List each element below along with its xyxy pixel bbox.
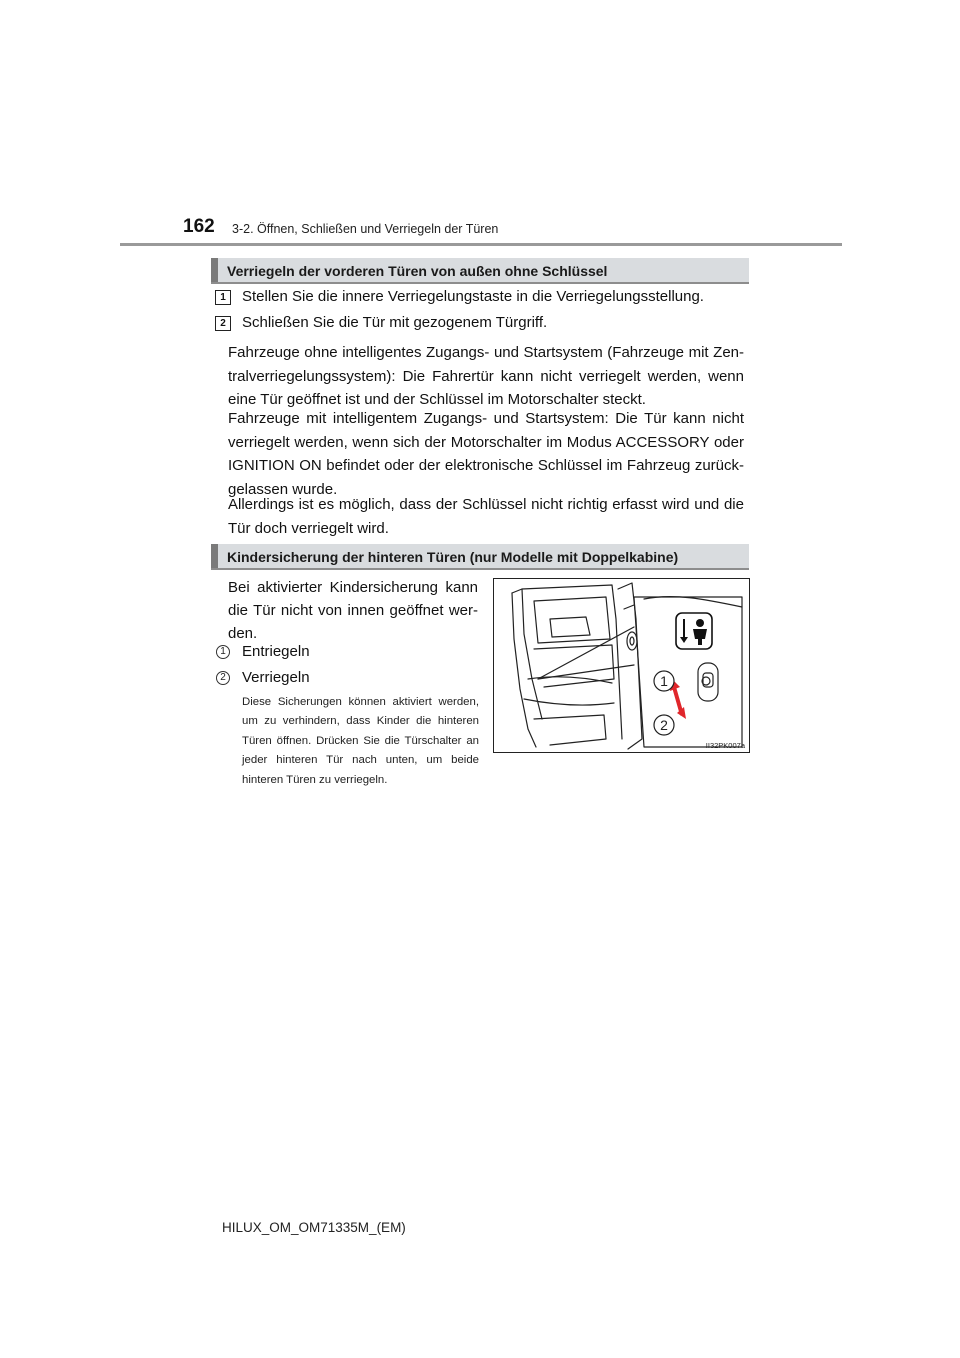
step-number-2: 2 [215,316,231,331]
section-heading-lock-without-key [211,258,749,284]
section-heading-accent [211,544,218,568]
page-number: 162 [183,216,215,237]
step-number-1: 1 [215,290,231,305]
section-heading-title: Kindersicherung der hinteren Türen (nur Modelle mit Doppelkabine) [227,549,679,565]
child-lock-illustration [493,578,750,753]
footer-document-id: HILUX_OM_OM71335M_(EM) [222,1220,406,1235]
paragraph-without-smart-key: Fahrzeuge ohne intelligentes Zugangs- und Startsystem (Fahrzeuge mit Zen-tralverriegelungssystem): Die Fahrertür kann nicht verriegelt werden, wenn eine Tür geöffnet ist und der Schlüssel im Motorschalter steckt. [228,344,744,408]
section-heading-child-lock [211,544,749,570]
item-text-unlock: Entriegeln [242,643,310,660]
header-divider [120,243,842,246]
section-heading-title: Verriegeln der vorderen Türen von außen ohne Schlüssel [227,263,608,279]
paragraph-with-smart-key: Fahrzeuge mit intelligentem Zugangs- und Startsystem: Die Tür kann nicht verriegelt werden, wenn sich der Motorschalter im Modus ACCESSORY oder IGNITION ON befindet oder der elektronische Schlüssel im Fahrzeug zurück-gelassen wurde. [228,410,744,498]
paragraph-key-detection-note: Allerdings ist es möglich, dass der Schlüssel nicht richtig erfasst wird und die Tür doch verriegelt wird. [228,496,744,537]
child-lock-note: Diese Sicherungen können aktiviert werden, um zu verhindern, dass Kinder die hinteren Türen öffnen. Drücken Sie die Türschalter an jeder hinteren Tür nach unten, um beide hinteren Türen zu verriegeln. [242,696,479,786]
figure-code: II32PK007a [705,741,745,750]
item-text-lock: Verriegeln [242,669,310,686]
step-text-2: Schließen Sie die Tür mit gezogenem Türgriff. [242,314,548,331]
section-heading-accent [211,258,218,282]
item-number-1: 1 [216,645,230,659]
callout-1: 1 [660,673,668,689]
step-text-1: Stellen Sie die innere Verriegelungstaste in die Verriegelungsstellung. [242,288,704,305]
chapter-title: 3-2. Öffnen, Schließen und Verriegeln der Türen [232,222,499,236]
item-number-2: 2 [216,671,230,685]
door-child-lock-drawing [494,579,749,752]
child-lock-symbol [676,613,712,649]
child-lock-intro: Bei aktivierter Kindersicherung kann die Tür nicht von innen geöffnet wer-den. [228,579,478,642]
callout-2: 2 [660,717,668,733]
